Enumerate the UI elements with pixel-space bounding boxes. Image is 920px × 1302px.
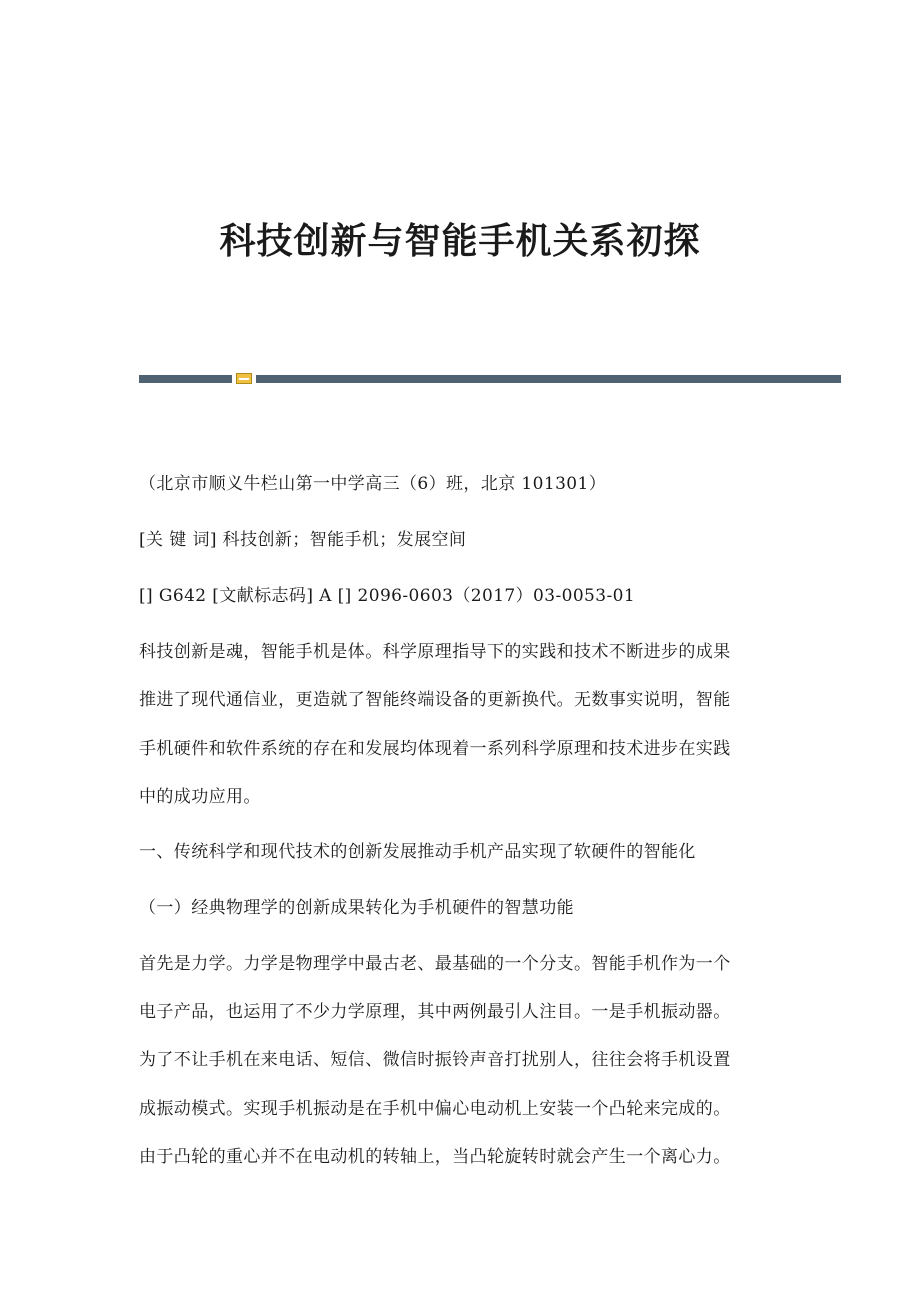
section-heading: 一、传统科学和现代技术的创新发展推动手机产品实现了软硬件的智能化 bbox=[139, 842, 696, 862]
body-line: 成振动模式。实现手机振动是在手机中偏心电动机上安装一个凸轮来完成的。 bbox=[139, 1099, 731, 1119]
divider-marker-icon bbox=[236, 373, 252, 384]
intro-line: 中的成功应用。 bbox=[139, 787, 261, 807]
intro-line: 科技创新是魂，智能手机是体。科学原理指导下的实践和技术不断进步的成果 bbox=[139, 642, 731, 662]
body-line: 电子产品，也运用了不少力学原理，其中两例最引人注目。一是手机振动器。 bbox=[139, 1002, 731, 1022]
subsection-heading: （一）经典物理学的创新成果转化为手机硬件的智慧功能 bbox=[139, 898, 574, 918]
classification-info: [] G642 [文献标志码] A [] 2096-0603（2017）03-0053-01 bbox=[139, 586, 636, 606]
divider-right bbox=[256, 375, 841, 383]
intro-line: 推进了现代通信业，更造就了智能终端设备的更新换代。无数事实说明，智能 bbox=[139, 690, 731, 710]
document-title: 科技创新与智能手机关系初探 bbox=[219, 220, 701, 262]
body-line: 由于凸轮的重心并不在电动机的转轴上，当凸轮旋转时就会产生一个离心力。 bbox=[139, 1147, 731, 1167]
body-line: 为了不让手机在来电话、短信、微信时振铃声音打扰别人，往往会将手机设置 bbox=[139, 1050, 731, 1070]
intro-line: 手机硬件和软件系统的存在和发展均体现着一系列科学原理和技术进步在实践 bbox=[139, 739, 731, 759]
author-affiliation: （北京市顺义牛栏山第一中学高三（6）班，北京 101301） bbox=[139, 474, 607, 494]
divider-left bbox=[139, 375, 232, 383]
body-line: 首先是力学。力学是物理学中最古老、最基础的一个分支。智能手机作为一个 bbox=[139, 954, 731, 974]
keywords: [关 键 词] 科技创新；智能手机；发展空间 bbox=[139, 530, 467, 550]
